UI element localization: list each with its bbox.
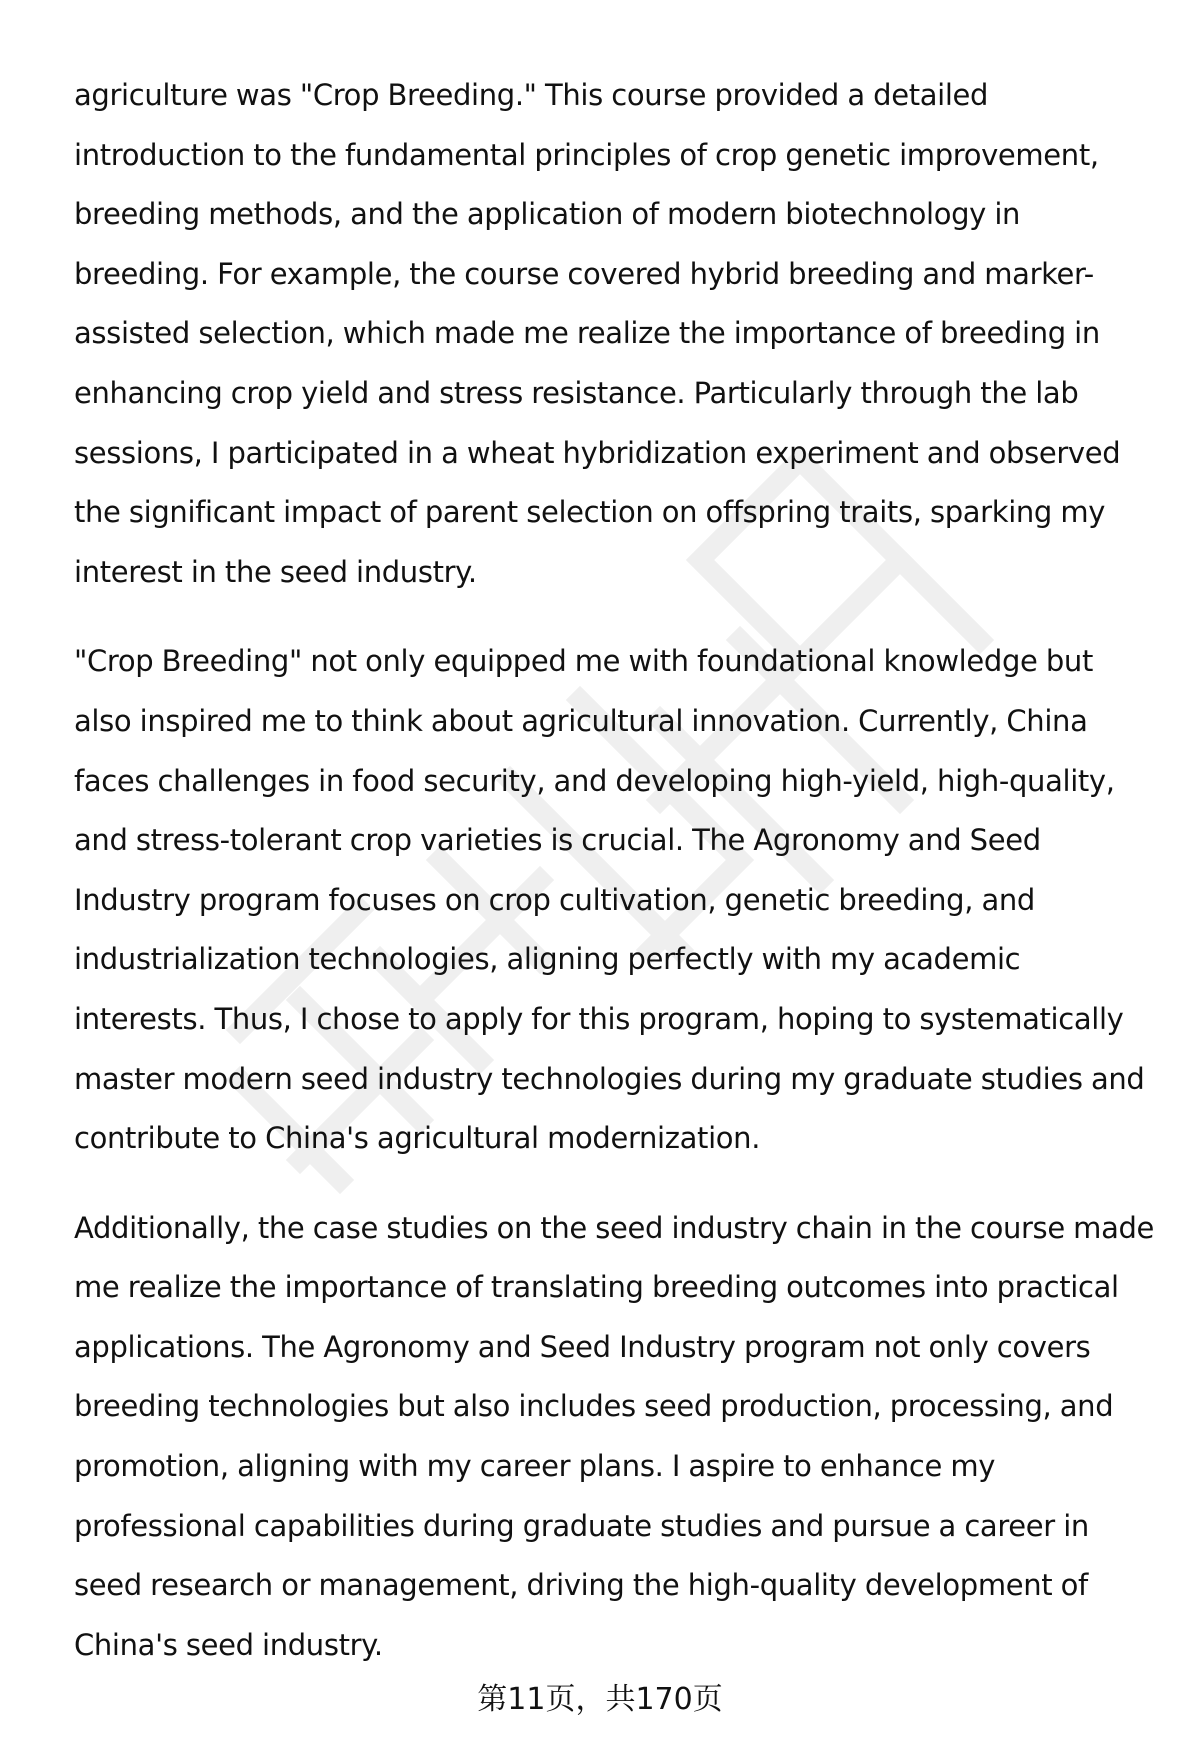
text-line: sessions, I participated in a wheat hybridization experiment and observed xyxy=(74,435,1121,470)
text-line: introduction to the fundamental principles of crop genetic improvement, xyxy=(74,137,1099,172)
text-line: assisted selection, which made me realize the importance of breeding in xyxy=(74,316,1100,351)
text-line: promotion, aligning with my career plans. I aspire to enhance my xyxy=(74,1449,996,1484)
text-line: breeding. For example, the course covered hybrid breeding and marker- xyxy=(74,256,1094,291)
text-line: seed research or management, driving the high-quality development of xyxy=(74,1568,1088,1603)
text-line: enhancing crop yield and stress resistance. Particularly through the lab xyxy=(74,375,1079,410)
text-line: Industry program focuses on crop cultivation, genetic breeding, and xyxy=(74,882,1035,917)
text-line: faces challenges in food security, and developing high-yield, high-quality, xyxy=(74,763,1115,798)
paragraph-career-plans xyxy=(74,1199,1164,1676)
text-line: agriculture was "Crop Breeding." This course provided a detailed xyxy=(74,78,989,112)
text-line: industrialization technologies, aligning perfectly with my academic xyxy=(74,942,1021,977)
text-line: breeding methods, and the application of modern biotechnology in xyxy=(74,197,1021,232)
text-line: the significant impact of parent selection on offspring traits, sparking my xyxy=(74,495,1106,530)
text-line: "Crop Breeding" not only equipped me with foundational knowledge but xyxy=(74,644,1093,679)
text-line: China's seed industry. xyxy=(74,1627,383,1662)
text-line: breeding technologies but also includes seed production, processing, and xyxy=(74,1389,1114,1424)
text-line: also inspired me to think about agricultural innovation. Currently, China xyxy=(74,703,1088,738)
text-line: me realize the importance of translating breeding outcomes into practical xyxy=(74,1270,1119,1305)
paragraph-program-motivation xyxy=(74,632,1164,1168)
document-page xyxy=(74,66,1164,1705)
text-line: interests. Thus, I chose to apply for this program, hoping to systematically xyxy=(74,1001,1124,1036)
text-line: interest in the seed industry. xyxy=(74,554,477,589)
text-line: applications. The Agronomy and Seed Industry program not only covers xyxy=(74,1329,1091,1364)
text-line: and stress-tolerant crop varieties is crucial. The Agronomy and Seed xyxy=(74,823,1041,858)
paragraph-crop-breeding-course xyxy=(74,66,1164,602)
text-line: professional capabilities during graduate studies and pursue a career in xyxy=(74,1508,1089,1543)
page-number-footer: 第11页，共170页 xyxy=(477,1682,723,1717)
text-line: contribute to China's agricultural modernization. xyxy=(74,1121,761,1156)
text-line: master modern seed industry technologies during my graduate studies and xyxy=(74,1061,1145,1096)
text-line: Additionally, the case studies on the seed industry chain in the course made xyxy=(74,1210,1155,1245)
